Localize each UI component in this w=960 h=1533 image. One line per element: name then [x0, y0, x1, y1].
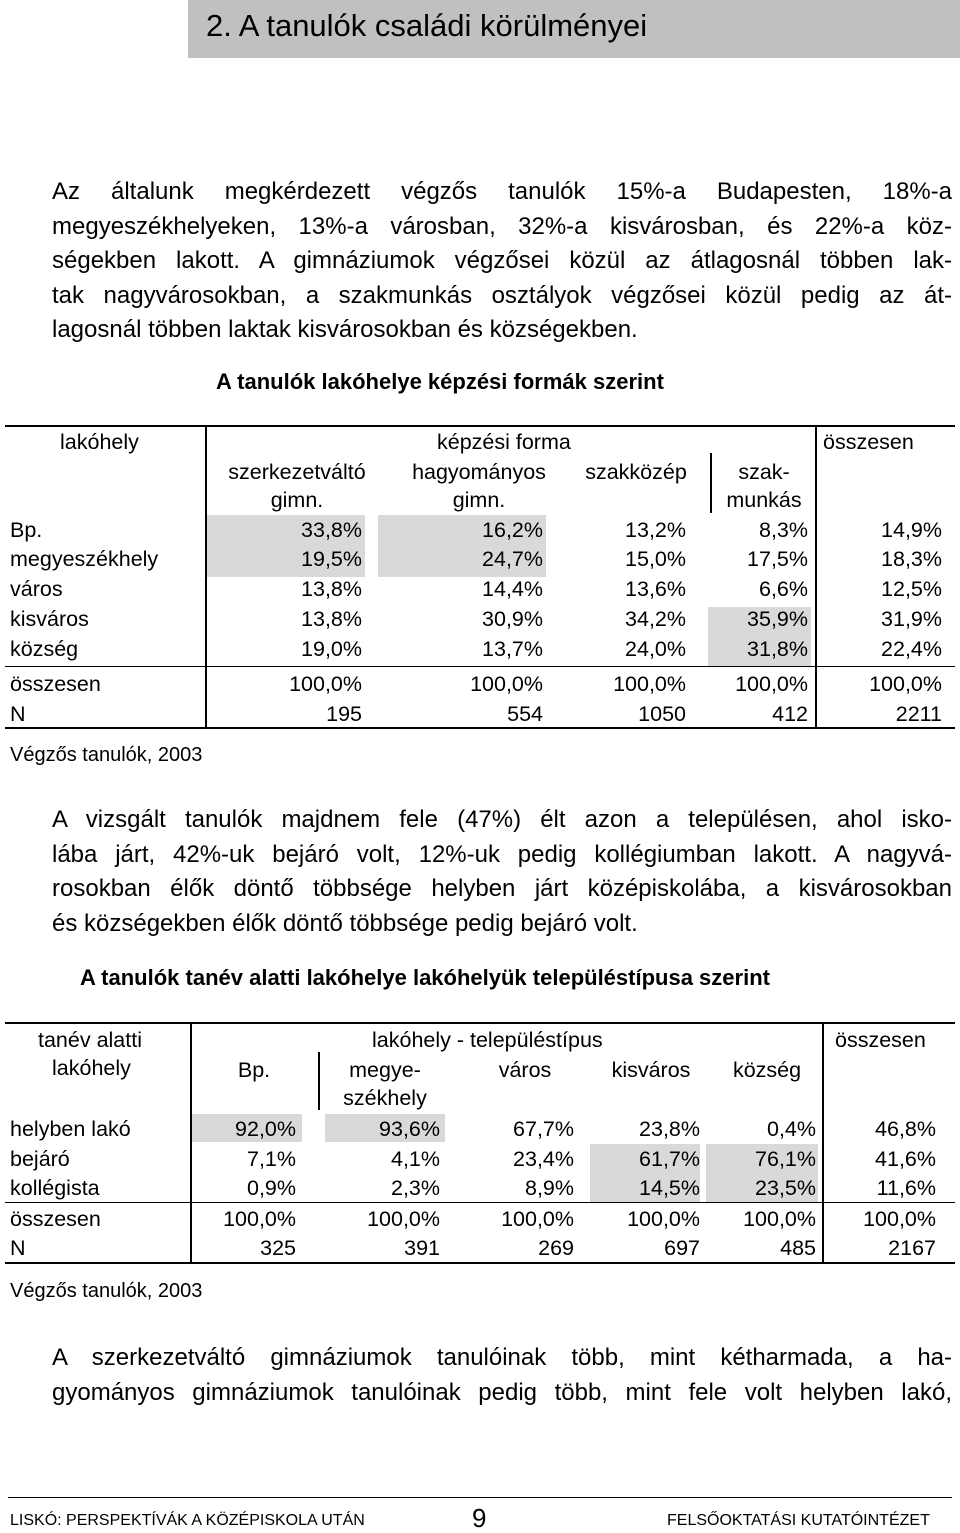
paragraph-line: ségekben lakott. A gimnáziumok végzősei közül az átlagosnál többen lak-: [52, 247, 952, 274]
table-cell: 13,6%: [625, 577, 686, 601]
column-header: megye-: [349, 1058, 421, 1082]
group-header: képzési forma: [437, 430, 571, 454]
paragraph-line: Az általunk megkérdezett végzős tanulók 15%-a Budapesten, 18%-a: [52, 178, 952, 205]
paragraph-line: gyományos gimnáziumok tanulóinak pedig több, mint fele volt helyben lakó,: [52, 1378, 952, 1406]
paragraph-line: tak nagyvárosokban, a szakmunkás osztályok végzősei közül pedig az át-: [52, 281, 952, 309]
table-cell: 100,0%: [627, 1207, 700, 1231]
page-number: 9: [472, 1503, 487, 1533]
table-cell: 100,0%: [501, 1207, 574, 1231]
body-paragraph: [52, 803, 952, 941]
table-cell: 100,0%: [613, 672, 686, 696]
table-cell: 2167: [888, 1236, 936, 1260]
footer-left: LISKÓ: PERSPEKTÍVÁK A KÖZÉPISKOLA UTÁN: [10, 1512, 365, 1529]
row-header: lakóhely: [52, 1056, 131, 1080]
row-label: Bp.: [10, 518, 43, 542]
row-label: bejáró: [10, 1147, 70, 1171]
table-cell: 67,7%: [513, 1117, 574, 1141]
table-cell: 93,6%: [379, 1117, 440, 1141]
table-vertical-rule: [205, 425, 207, 729]
table-rule: [5, 666, 955, 667]
table-cell: 46,8%: [875, 1117, 936, 1141]
table-cell: 41,6%: [875, 1147, 936, 1171]
table-cell: 269: [538, 1236, 574, 1260]
section-title-bar: [188, 0, 960, 58]
row-header: tanév alatti: [38, 1028, 142, 1052]
column-header: község: [732, 1058, 802, 1082]
table-cell: 485: [780, 1236, 816, 1260]
table-cell: 100,0%: [863, 1207, 936, 1231]
table-cell: 23,8%: [639, 1117, 700, 1141]
table-rule: [5, 1022, 955, 1024]
table-cell: 13,2%: [625, 518, 686, 542]
table1-source: Végzős tanulók, 2003: [10, 744, 203, 766]
table-cell: 6,6%: [758, 577, 808, 601]
table-cell: 100,0%: [470, 672, 543, 696]
table-cell: 31,8%: [747, 637, 808, 661]
table-cell: 8,9%: [524, 1176, 574, 1200]
table-cell: 34,2%: [625, 607, 686, 631]
paragraph-line: lagosnál többen laktak kisvárosokban és községekben.: [52, 316, 638, 343]
closing-paragraph: [52, 1341, 952, 1410]
table-cell: 11,6%: [876, 1176, 936, 1200]
table-cell: 14,4%: [482, 577, 543, 601]
table-cell: 100,0%: [869, 672, 942, 696]
table-cell: 100,0%: [743, 1207, 816, 1231]
paragraph-line: és községekben élők döntő többsége pedig bejáró volt.: [52, 909, 638, 937]
paragraph-line: A szerkezetváltó gimnáziumok tanulóinak több, mint kétharmada, a ha-: [52, 1344, 952, 1371]
column-header: szak-: [738, 460, 790, 484]
table-cell: 24,0%: [625, 637, 686, 661]
table-cell: 30,9%: [482, 607, 543, 631]
table-cell: 22,4%: [881, 637, 942, 661]
table-cell: 61,7%: [639, 1147, 700, 1171]
table-cell: 92,0%: [235, 1117, 296, 1141]
table-cell: 35,9%: [747, 607, 808, 631]
table-cell: 325: [260, 1236, 296, 1260]
paragraph-line: lába járt, 42%-uk bejáró volt, 12%-uk pedig kollégiumban lakott. A nagyvá-: [52, 840, 952, 868]
table-cell: 195: [326, 702, 362, 726]
row-label: N: [10, 1236, 26, 1260]
table-cell: 14,5%: [639, 1176, 700, 1200]
column-header: város: [498, 1058, 552, 1082]
table-cell: 76,1%: [755, 1147, 816, 1171]
table1-caption: A tanulók lakóhelye képzési formák szerint: [216, 369, 664, 394]
table-cell: 23,4%: [513, 1147, 574, 1171]
row-label: megyeszékhely: [10, 547, 159, 571]
paragraph-line: A vizsgált tanulók majdnem fele (47%) élt azon a településen, ahol isko-: [52, 806, 952, 833]
table1: [0, 420, 960, 735]
column-header: szerkezetváltó: [228, 460, 366, 484]
table2-caption: A tanulók tanév alatti lakóhelye lakóhelyük településtípusa szerint: [80, 965, 770, 990]
table-cell: 14,9%: [881, 518, 942, 542]
table-cell: 100,0%: [289, 672, 362, 696]
table-cell: 13,8%: [301, 577, 362, 601]
total-header: összesen: [823, 430, 914, 454]
column-header: Bp.: [237, 1058, 271, 1082]
row-label: város: [10, 577, 63, 601]
table-cell: 17,5%: [747, 547, 808, 571]
column-header: gimn.: [452, 488, 506, 512]
footer-rule: [8, 1497, 952, 1498]
table-cell: 391: [404, 1236, 440, 1260]
table-rule: [5, 1262, 955, 1264]
table-cell: 33,8%: [301, 518, 362, 542]
table-cell: 16,2%: [482, 518, 543, 542]
row-label: község: [10, 637, 79, 661]
table-cell: 554: [507, 702, 543, 726]
table-cell: 1050: [638, 702, 686, 726]
table-rule: [5, 1202, 955, 1203]
table-cell: 7,1%: [246, 1147, 296, 1171]
footer-right: FELSŐOKTATÁSI KUTATÓINTÉZET: [667, 1512, 930, 1529]
table-cell: 0,4%: [766, 1117, 816, 1141]
row-label: összesen: [10, 672, 101, 696]
table-cell: 4,1%: [390, 1147, 440, 1171]
group-header: lakóhely - településtípus: [372, 1028, 603, 1052]
table-cell: 31,9%: [881, 607, 942, 631]
column-header: gimn.: [270, 488, 324, 512]
table-vertical-rule: [318, 1052, 320, 1110]
total-header: összesen: [835, 1028, 926, 1052]
column-header: szakközép: [585, 460, 687, 484]
table-cell: 12,5%: [881, 577, 942, 601]
column-header: munkás: [726, 488, 802, 512]
table-cell: 100,0%: [223, 1207, 296, 1231]
row-label: kisváros: [10, 607, 89, 631]
section-title: 2. A tanulók családi körülményei: [206, 8, 648, 43]
table-cell: 0,9%: [246, 1176, 296, 1200]
paragraph-line: megyeszékhelyeken, 13%-a városban, 32%-a kisvárosban, és 22%-a köz-: [52, 212, 952, 240]
table-cell: 100,0%: [735, 672, 808, 696]
table-cell: 24,7%: [482, 547, 543, 571]
row-header: lakóhely: [60, 430, 139, 454]
table-cell: 13,7%: [482, 637, 543, 661]
table2: [0, 1018, 960, 1268]
row-label: összesen: [10, 1207, 101, 1231]
table-cell: 19,5%: [301, 547, 362, 571]
row-label: helyben lakó: [10, 1117, 131, 1141]
column-header: kisváros: [611, 1058, 691, 1082]
table-cell: 412: [772, 702, 808, 726]
table-cell: 13,8%: [301, 607, 362, 631]
table-rule: [5, 425, 955, 427]
paragraph-line: rosokban élők döntő többsége helyben járt középiskolába, a kisvárosokban: [52, 875, 952, 902]
column-header: székhely: [343, 1086, 427, 1110]
table-cell: 15,0%: [625, 547, 686, 571]
table2-source: Végzős tanulók, 2003: [10, 1280, 203, 1302]
column-header: hagyományos: [412, 460, 546, 484]
table-cell: 23,5%: [755, 1176, 816, 1200]
table-cell: 2,3%: [390, 1176, 440, 1200]
table-cell: 697: [664, 1236, 700, 1260]
table-cell: 2211: [895, 702, 942, 726]
table-cell: 18,3%: [881, 547, 942, 571]
table-cell: 8,3%: [758, 518, 808, 542]
row-label: N: [10, 702, 26, 726]
intro-paragraph: [52, 175, 952, 348]
table-cell: 19,0%: [301, 637, 362, 661]
table-cell: 100,0%: [367, 1207, 440, 1231]
row-label: kollégista: [10, 1176, 100, 1200]
